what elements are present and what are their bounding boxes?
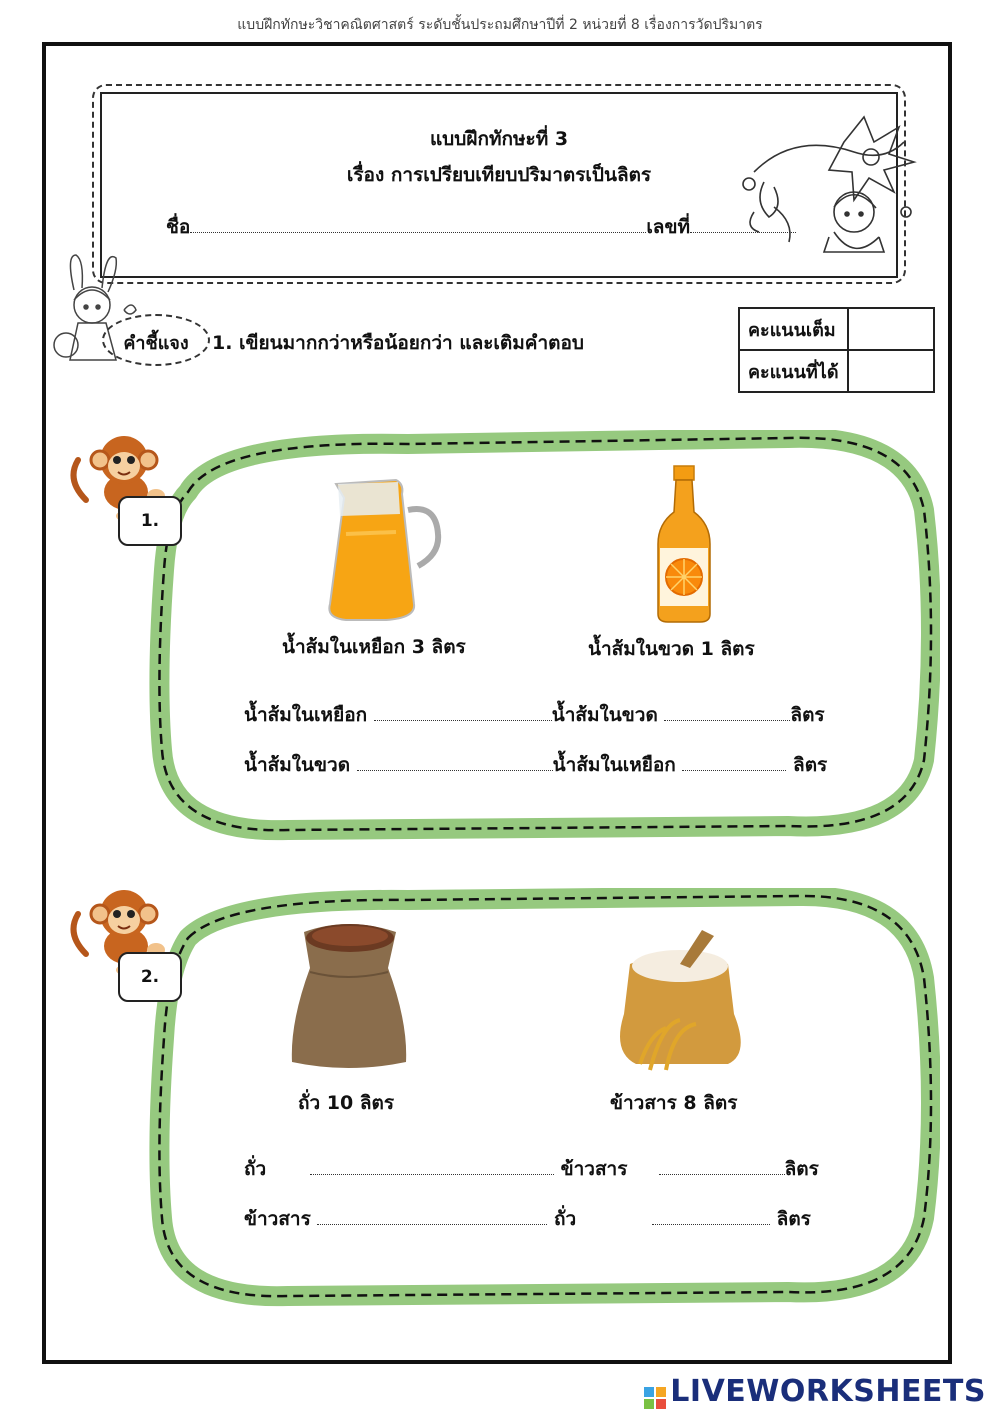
score-table [738,307,935,393]
item-caption-bottle: น้ำส้มในขวด 1 ลิตร [588,638,755,660]
row-unit-text: ลิตร [790,704,825,726]
instructions-label: คำชี้แจง [123,333,189,354]
name-row [166,212,796,242]
row-mid-text: น้ำส้มในขวด [551,704,658,726]
row-left-text: ถั่ว [244,1158,267,1180]
answer-blank-compare[interactable] [374,704,552,721]
name-field[interactable] [190,216,646,233]
flower-girl-icon [734,112,924,262]
row-left-text: ข้าวสาร [244,1208,311,1230]
question-2-number: 2. [118,952,182,1002]
score-row-full [739,308,934,350]
score-full-value[interactable] [848,308,934,350]
answer-blank-compare[interactable] [310,1158,554,1175]
item-caption-jug: น้ำส้มในเหยือก 3 ลิตร [282,636,466,658]
item-caption-rice: ข้าวสาร 8 ลิตร [610,1092,738,1114]
item-caption-beans: ถั่ว 10 ลิตร [298,1092,395,1114]
row-unit-text: ลิตร [776,1208,811,1230]
answer-blank-amount[interactable] [664,704,790,721]
worksheet-subtitle: เรื่อง การเปรียบเทียบปริมาตรเป็นลิตร [346,164,652,186]
question-1-row-1 [244,700,825,730]
sack-icon [288,912,412,1072]
row-left-text: น้ำส้มในเหยือก [244,704,368,726]
score-full-label: คะแนนเต็ม [739,308,848,350]
row-mid-text: ถั่ว [554,1208,577,1230]
worksheet-header: แบบฝึกทักษะวิชาคณิตศาสตร์ ระดับชั้นประถมศึกษาปีที่ 2 หน่วยที่ 8 เรื่องการวัดปริมาตร [237,17,763,33]
answer-blank-compare[interactable] [357,754,553,771]
question-1-row-2 [244,750,827,780]
score-got-label: คะแนนที่ได้ [739,350,848,392]
jug-icon [326,474,446,624]
name-label: ชื่อ [166,216,191,238]
row-unit-text: ลิตร [793,754,828,776]
row-mid-text: ข้าวสาร [560,1158,628,1180]
logo-text: LIVEWORKSHEETS [670,1374,986,1409]
liveworksheets-logo [644,1374,986,1409]
bottle-icon [656,464,712,624]
score-got-value[interactable] [848,350,934,392]
answer-blank-amount[interactable] [652,1208,770,1225]
instructions-text: 1. เขียนมากกว่าหรือน้อยกว่า และเติมคำตอบ [212,332,584,354]
row-unit-text: ลิตร [784,1158,819,1180]
worksheet-title: แบบฝึกทักษะที่ 3 [429,128,569,150]
answer-blank-amount[interactable] [659,1158,785,1175]
row-left-text: น้ำส้มในขวด [244,754,351,776]
question-2-row-1 [244,1154,819,1184]
row-mid-text: น้ำส้มในเหยือก [552,754,676,776]
answer-blank-amount[interactable] [682,754,786,771]
question-2-border [148,888,940,1308]
question-2-row-2 [244,1204,811,1234]
rice-sack-icon [610,924,750,1074]
question-1-number: 1. [118,496,182,546]
answer-blank-compare[interactable] [317,1208,547,1225]
logo-cube-icon [644,1382,666,1404]
score-row-got [739,350,934,392]
number-label: เลขที่ [646,216,690,238]
question-1-border [148,430,940,842]
